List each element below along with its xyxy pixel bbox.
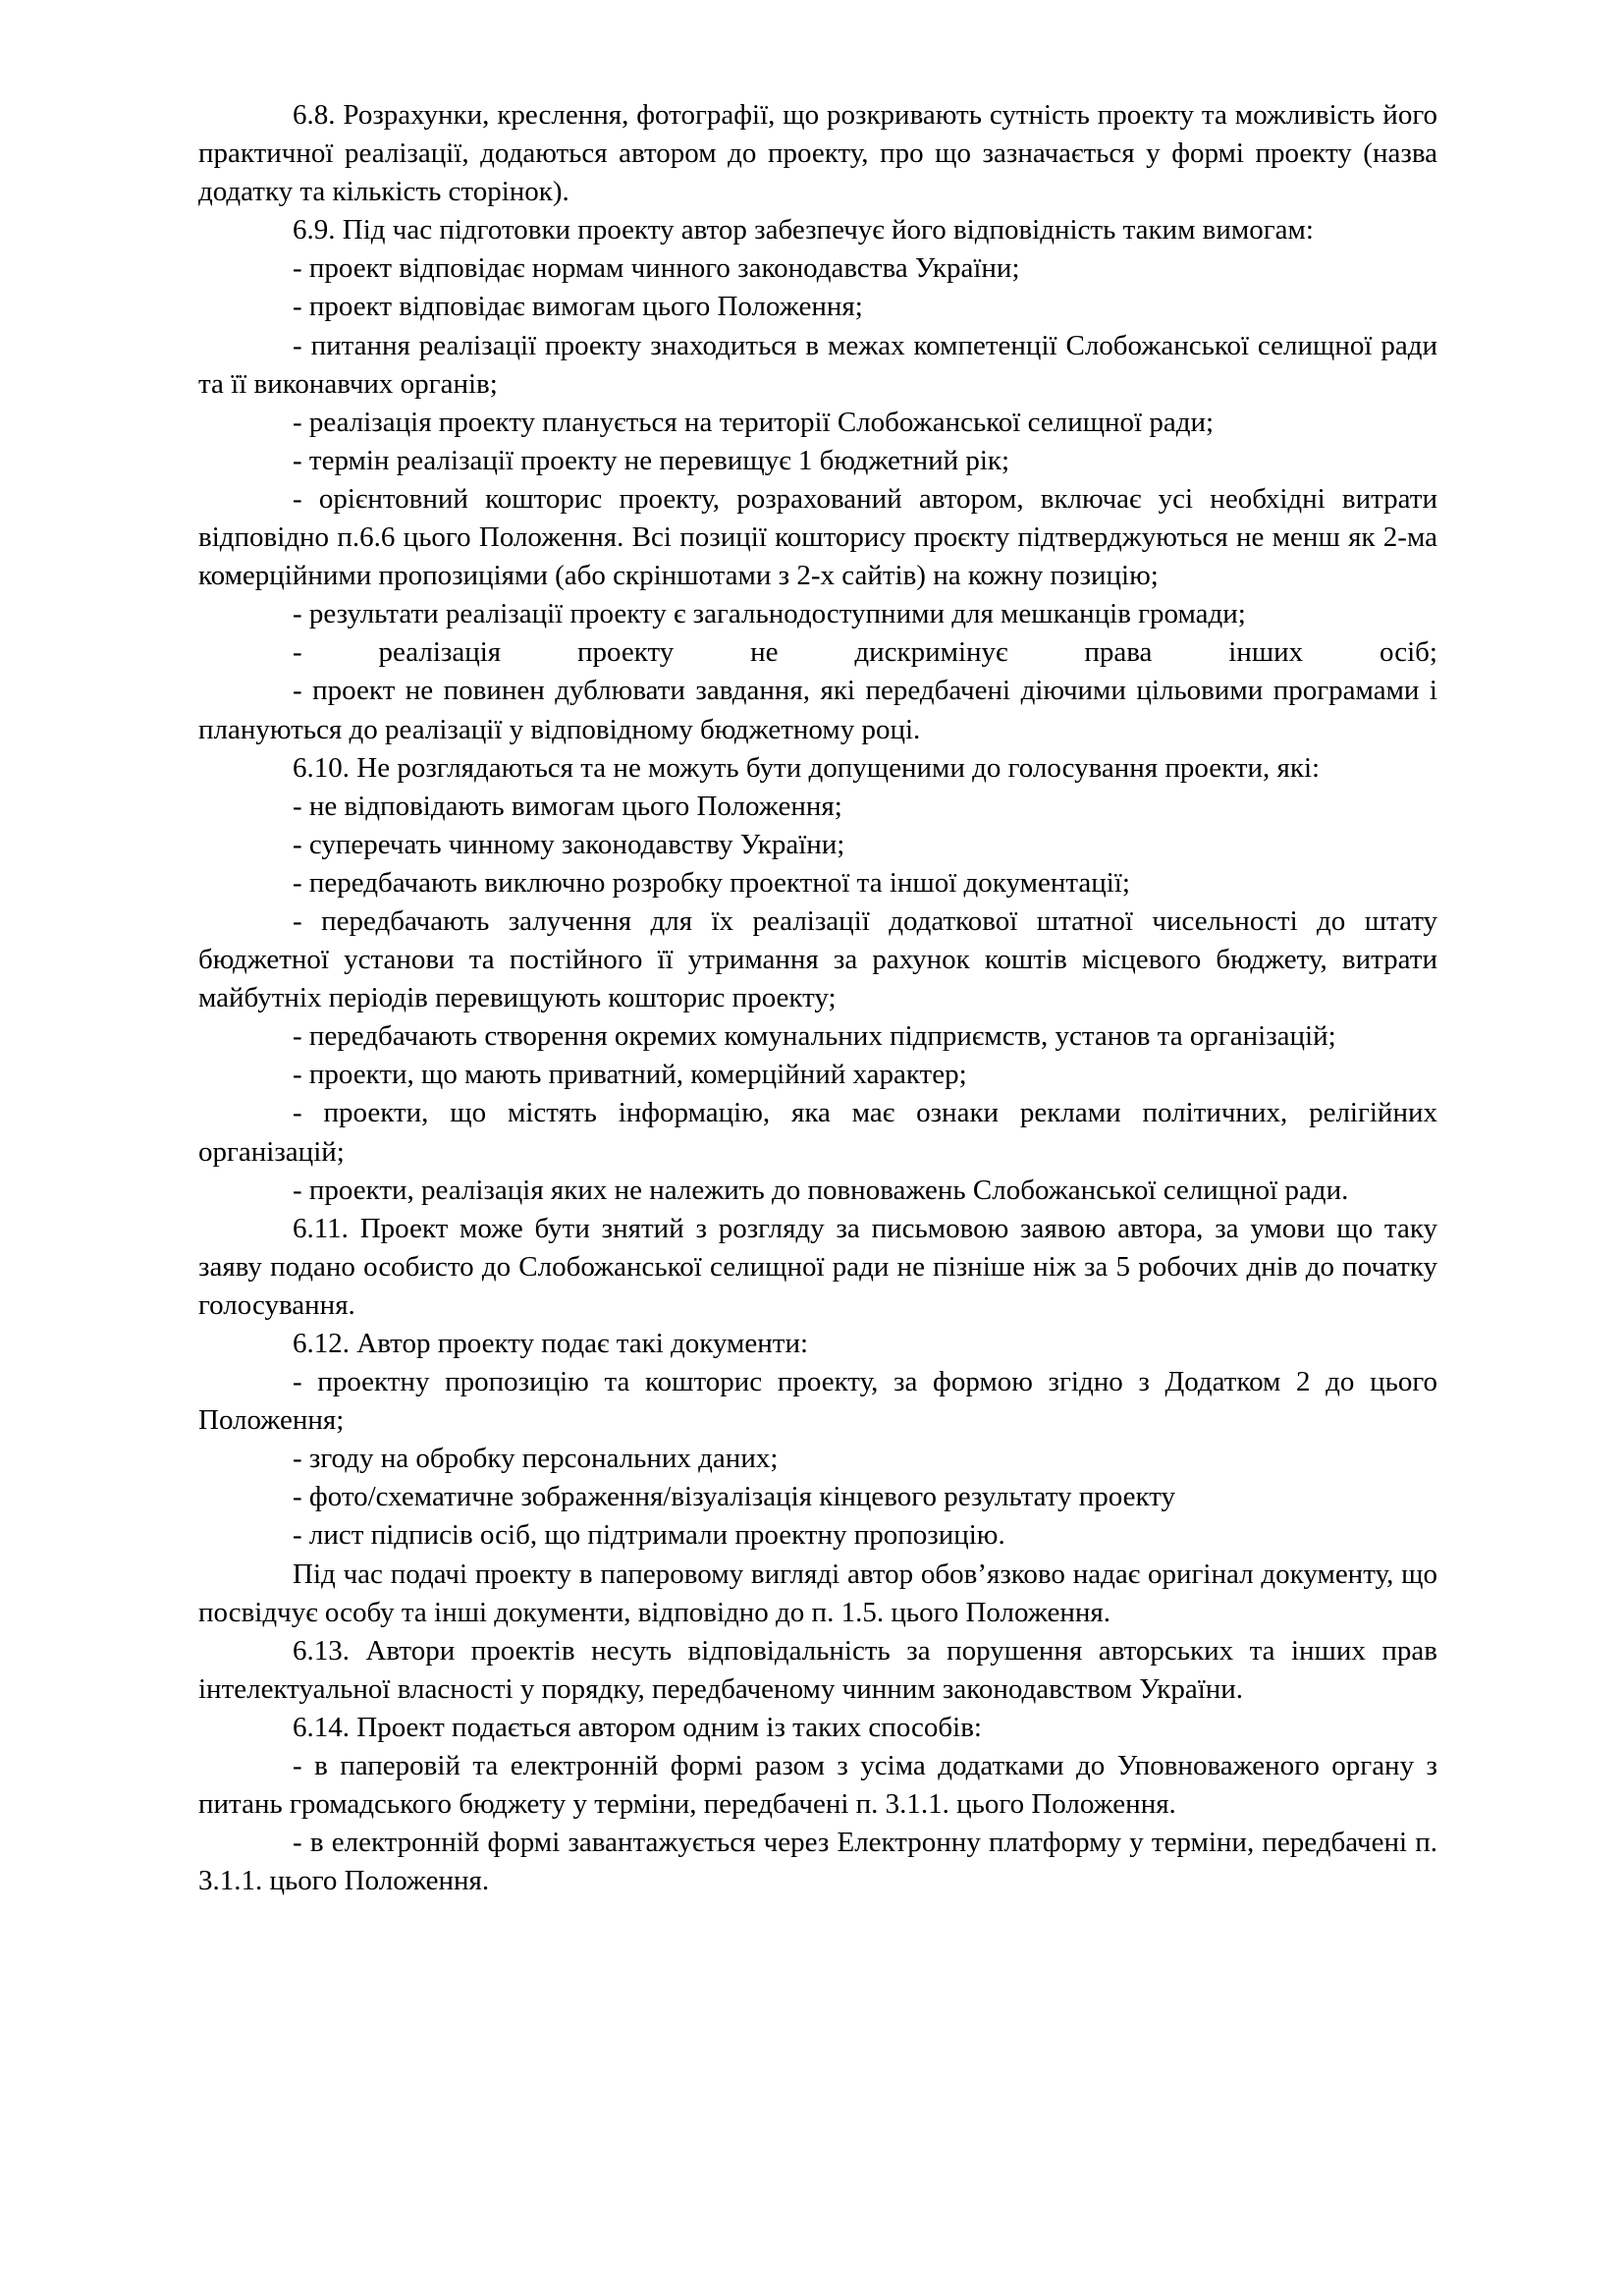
paragraph-6-13: 6.13. Автори проектів несуть відповідальність за порушення авторських та інших прав інтелектуальної власності у порядку, передбаченому чинним законодавством України.	[198, 1634, 1437, 1705]
list-item: - реалізація проекту планується на території Слобожанської селищної ради;	[293, 406, 1215, 438]
list-item: - лист підписів осіб, що підтримали проектну пропозицію.	[293, 1519, 1005, 1552]
paragraph-6-10: 6.10. Не розглядаються та не можуть бути допущеними до голосування проекти, які:	[293, 751, 1321, 784]
paragraph-6-14: 6.14. Проект подається автором одним із таких способів:	[293, 1711, 982, 1743]
paragraph-original-document: Під час подачі проекту в паперовому вигляді автор обов’язково надає оригінал документу, що посвідчує особу та інші документи, відповідно до п. 1.5. цього Положення.	[198, 1558, 1437, 1628]
list-item: - питання реалізації проекту знаходиться в межах компетенції Слобожанської селищної ради та її виконавчих органів;	[198, 329, 1437, 400]
list-item: - проектну пропозицію та кошторис проекту, за формою згідно з Додатком 2 до цього Положення;	[198, 1366, 1437, 1437]
paragraph-6-11: 6.11. Проект може бути знятий з розгляду за письмовою заявою автора, за умови що таку заяву подано особисто до Слобожанської селищної ради не пізніше ніж за 5 робочих днів до початку голосування.	[198, 1212, 1437, 1321]
list-item: - проекти, реалізація яких не належить до повноважень Слобожанської селищної ради.	[293, 1174, 1349, 1206]
list-item: - в електронній формі завантажується через Електронну платформу у терміни, передбачені п. 3.1.1. цього Положення.	[198, 1827, 1437, 1897]
document-page	[198, 96, 1437, 1900]
list-item: - передбачають залучення для їх реалізації додаткової штатної чисельності до штату бюджетної установи та постійного її утримання за рахунок коштів місцевого бюджету, витрати майбутніх періодів перевищують кошторис проекту;	[198, 904, 1437, 1014]
list-item: - проекти, що мають приватний, комерційний характер;	[293, 1059, 967, 1091]
list-item: - термін реалізації проекту не перевищує 1 бюджетний рік;	[293, 444, 1010, 476]
list-item: - згоду на обробку персональних даних;	[293, 1443, 779, 1475]
list-item: - проект відповідає нормам чинного законодавства України;	[293, 252, 1020, 285]
list-item: - суперечать чинному законодавству України;	[293, 828, 845, 860]
list-item: - орієнтовний кошторис проекту, розрахований автором, включає усі необхідні витрати відповідно п.6.6 цього Положення. Всі позиції кошторису проєкту підтверджуються не менш як 2-ма комерційними пропозиціями (або скріншотами з 2-х сайтів) на кожну позицію;	[198, 482, 1437, 592]
paragraph-6-12: 6.12. Автор проекту подає такі документи:	[293, 1328, 809, 1359]
list-item: - передбачають виключно розробку проектної та іншої документації;	[293, 866, 1130, 899]
list-item: - передбачають створення окремих комунальних підприємств, установ та організацій;	[293, 1020, 1336, 1053]
paragraph-6-8: 6.8. Розрахунки, креслення, фотографії, що розкривають сутність проекту та можливість його практичної реалізації, додаються автором до проекту, про що зазначається у формі проекту (назва додатку та кількість сторінок).	[198, 99, 1437, 208]
list-item: - проект не повинен дублювати завдання, які передбачені діючими цільовими програмами і плануються до реалізації у відповідному бюджетному році.	[198, 675, 1437, 745]
list-item: - проект відповідає вимогам цього Положення;	[293, 291, 863, 323]
list-item: - результати реалізації проекту є загальнодоступними для мешканців громади;	[293, 598, 1246, 630]
list-item: - фото/схематичне зображення/візуалізація кінцевого результату проекту	[293, 1481, 1176, 1513]
paragraph-6-9: 6.9. Під час підготовки проекту автор забезпечує його відповідність таким вимогам:	[293, 214, 1314, 246]
list-item: - проекти, що містять інформацію, яка має ознаки реклами політичних, релігійних організацій;	[198, 1097, 1437, 1168]
list-item: - в паперовій та електронній формі разом з усіма додатками до Уповноваженого органу з питань громадського бюджету у терміни, передбачені п. 3.1.1. цього Положення.	[198, 1750, 1437, 1821]
list-item: - реалізація проекту не дискримінує права інших осіб;	[293, 636, 1437, 669]
list-item: - не відповідають вимогам цього Положення;	[293, 790, 842, 822]
